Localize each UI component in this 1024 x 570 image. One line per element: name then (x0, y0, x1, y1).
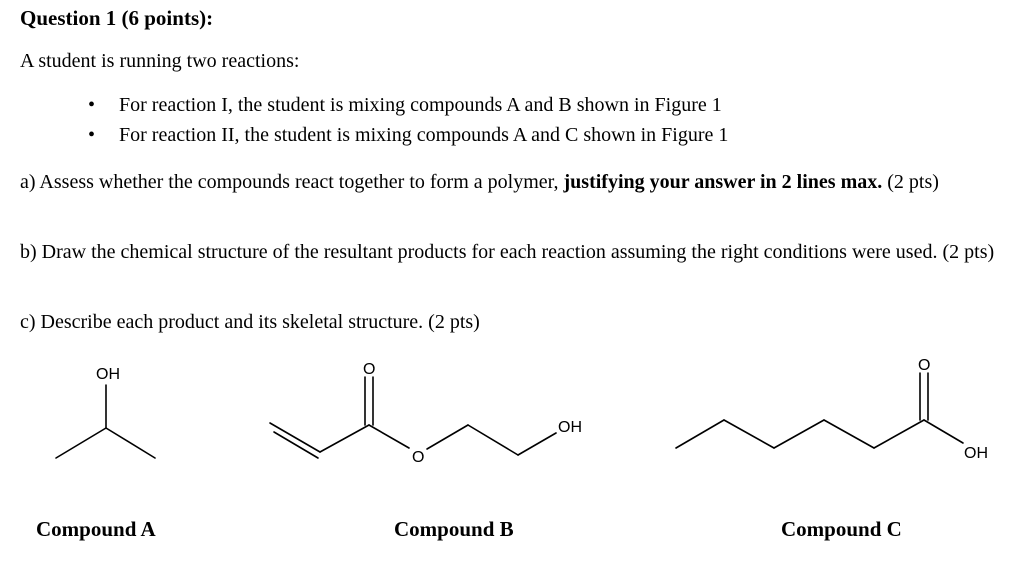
compound-a-oh-label: OH (96, 366, 120, 383)
compound-b-label: Compound B (394, 517, 514, 541)
part-b: b) Draw the chemical structure of the resultant products for each reaction assuming the right conditions were used. (2 pts) (20, 241, 995, 263)
compound-a-label: Compound A (36, 517, 156, 541)
question-title: Question 1 (6 points): (20, 6, 214, 30)
compound-b-structure (270, 377, 556, 458)
part-a-bold-text: justifying your answer in 2 lines max. (563, 171, 883, 193)
compound-c-carbonyl-o-label: O (918, 357, 931, 374)
bullet-dot: • (88, 124, 96, 146)
compound-c-structure (676, 373, 963, 448)
compound-b-ester-o-label: O (412, 449, 425, 466)
part-a-text: a) Assess whether the compounds react together to form a polymer, (20, 171, 564, 193)
intro-text: A student is running two reactions: (20, 50, 300, 72)
compound-c-label: Compound C (781, 517, 902, 541)
compound-a-structure (56, 385, 155, 458)
compound-b-oh-label: OH (558, 419, 582, 436)
bullet-text: For reaction I, the student is mixing compounds A and B shown in Figure 1 (119, 94, 722, 116)
compound-c-oh-label: OH (964, 445, 988, 462)
part-c: c) Describe each product and its skeletal structure. (2 pts) (20, 311, 480, 333)
bullet-text: For reaction II, the student is mixing compounds A and C shown in Figure 1 (119, 124, 729, 146)
bullet-dot: • (88, 94, 96, 116)
part-a-points: (2 pts) (882, 171, 939, 193)
compound-b-carbonyl-o-label: O (363, 361, 376, 378)
